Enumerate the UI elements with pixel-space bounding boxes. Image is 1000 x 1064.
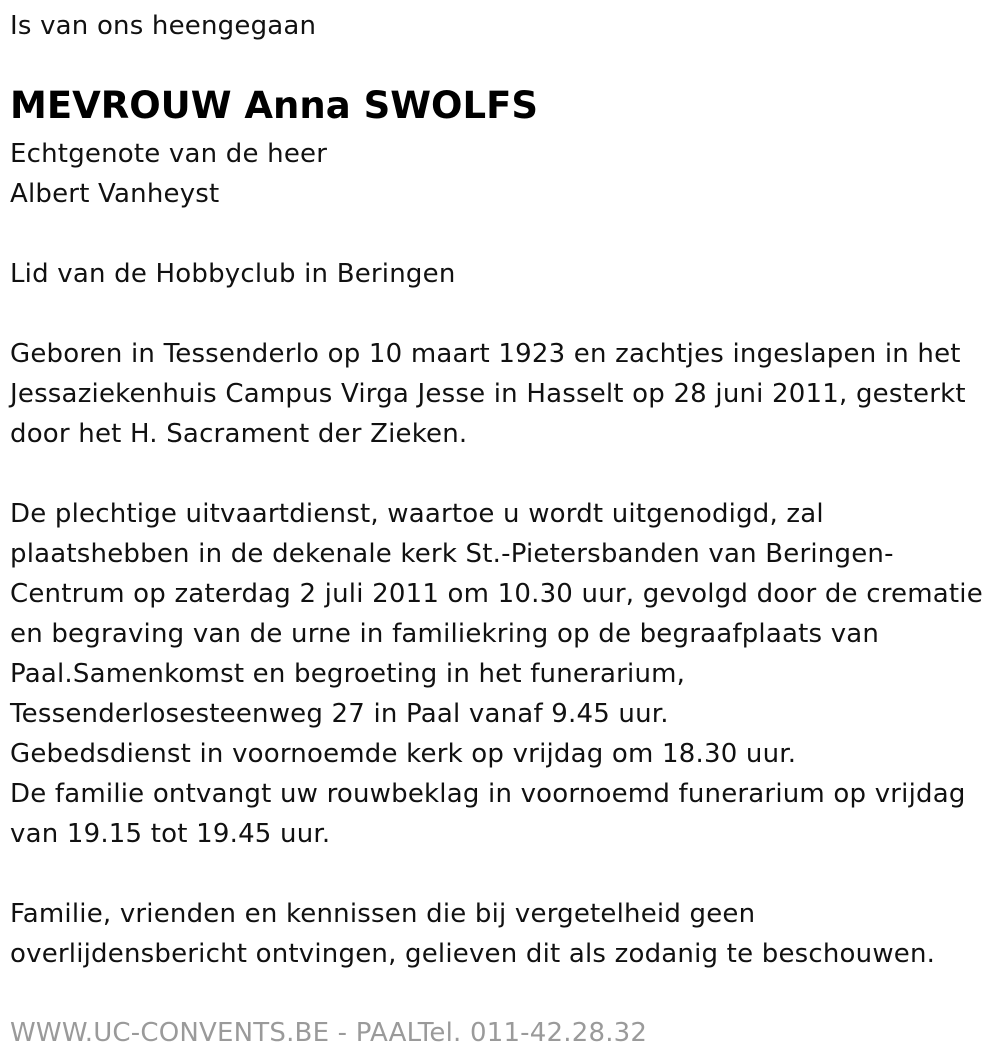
- footer-contact: WWW.UC-CONVENTS.BE - PAALTel. 011-42.28.32: [10, 1018, 648, 1048]
- deceased-name: MEVROUW Anna SWOLFS: [10, 84, 538, 127]
- paragraph-line: Familie, vrienden en kennissen die bij vergetelheid geen: [10, 899, 756, 929]
- paragraph-line: en begraving van de urne in familiekring op de begraafplaats van: [10, 619, 880, 649]
- birth-death-paragraph: [10, 334, 966, 454]
- paragraph-line: Gebedsdienst in voornoemde kerk op vrijdag om 18.30 uur.: [10, 739, 797, 769]
- spouse-block: [10, 134, 327, 214]
- paragraph-line: De familie ontvangt uw rouwbeklag in voornoemd funerarium op vrijdag: [10, 779, 966, 809]
- paragraph-line: De plechtige uitvaartdienst, waartoe u wordt uitgenodigd, zal: [10, 499, 824, 529]
- paragraph-line: Jessaziekenhuis Campus Virga Jesse in Hasselt op 28 juni 2011, gesterkt: [10, 379, 966, 409]
- paragraph-line: van 19.15 tot 19.45 uur.: [10, 819, 331, 849]
- funeral-service-paragraph: [10, 494, 983, 854]
- paragraph-line: Centrum op zaterdag 2 juli 2011 om 10.30 uur, gevolgd door de crematie: [10, 579, 983, 609]
- paragraph-line: plaatshebben in de dekenale kerk St.-Pietersbanden van Beringen-: [10, 539, 894, 569]
- club-block: [10, 254, 456, 294]
- paragraph-line: overlijdensbericht ontvingen, gelieven dit als zodanig te beschouwen.: [10, 939, 936, 969]
- spouse-line: Albert Vanheyst: [10, 179, 220, 209]
- club-text: Lid van de Hobbyclub in Beringen: [10, 259, 456, 289]
- paragraph-line: door het H. Sacrament der Zieken.: [10, 419, 468, 449]
- paragraph-line: Tessenderlosesteenweg 27 in Paal vanaf 9.45 uur.: [10, 699, 669, 729]
- spouse-line: Echtgenote van de heer: [10, 139, 328, 169]
- paragraph-line: Paal.Samenkomst en begroeting in het funerarium,: [10, 659, 686, 689]
- notice-paragraph: [10, 894, 935, 974]
- paragraph-line: Geboren in Tessenderlo op 10 maart 1923 en zachtjes ingeslapen in het: [10, 339, 961, 369]
- intro-text: Is van ons heengegaan: [10, 11, 317, 41]
